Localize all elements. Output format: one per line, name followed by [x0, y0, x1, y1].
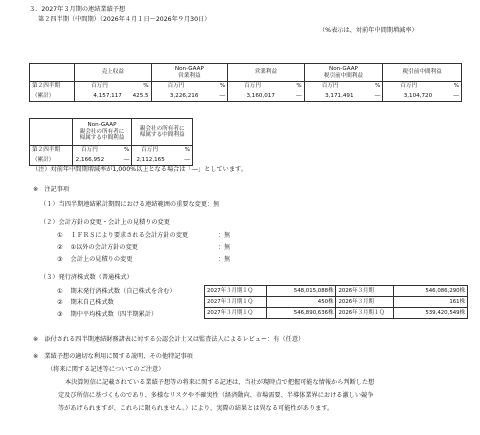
share-period-2: 2026年３月期１Ｑ [336, 308, 394, 319]
note-2-item-2-value: ：無 [218, 244, 231, 251]
table2-unit: 百万円 [72, 146, 106, 156]
percent-note: （%表示は、対前年中間期増減率） [319, 27, 418, 34]
table2-pct: ― [167, 156, 193, 166]
share-value-2: 546,086,290株 [394, 286, 468, 297]
forecast-table-2 [29, 118, 193, 166]
table1-value: 3,226,216 [151, 92, 200, 102]
share-period-2: 2026年３月期 [336, 286, 394, 297]
share-row-3-label [57, 311, 157, 319]
share-period-1: 2027年３月期１Ｑ [205, 308, 267, 319]
table1-value: 4,157,117 [75, 92, 124, 102]
table1-header-nongaap-op [151, 64, 228, 82]
share-period-1: 2027年３月期１Ｑ [205, 297, 267, 308]
table1-unit: 百万円 [75, 82, 124, 92]
table2-header-nongaap-net [72, 119, 132, 146]
table1-pct: 425.5 [124, 92, 151, 102]
table1-header-nongaap-pretax [304, 64, 383, 82]
note-2-item-1 [57, 232, 188, 240]
share-row-1-label [57, 288, 176, 296]
note-3-title: （３）発行済株式数（普通株式） [40, 274, 133, 281]
forecast-table-1 [29, 63, 462, 102]
note-2-title: （２）会計方針の変更・会計上の見積りの変更 [40, 219, 170, 226]
section-title: ３．2027年３月期の連結業績予想 [29, 6, 126, 13]
share-period-2: 2026年３月期 [336, 297, 394, 308]
shares-table [204, 285, 468, 319]
share-value-1: 450株 [266, 297, 336, 308]
table1-pct: ― [356, 92, 383, 102]
note-2-item-num: ③ [57, 256, 63, 263]
table1-header-revenue: 売上収益 [75, 64, 152, 82]
table1-pct: ― [277, 92, 304, 102]
table2-header-net [132, 119, 193, 146]
note-2-item-3 [57, 256, 132, 264]
table1-value: 3,160,017 [228, 92, 277, 102]
table1-unit: 百万円 [151, 82, 200, 92]
table1-value: 3,171,491 [304, 92, 355, 102]
table1-unit-pct: % [277, 82, 304, 92]
table1-pct: ― [434, 92, 461, 102]
share-row-label: 期中平均株式数（四半期累計） [70, 311, 158, 318]
note-2-item-num: ① [57, 232, 63, 239]
table2-corner [30, 119, 73, 146]
table1-header-op: 営業利益 [228, 64, 305, 82]
table1-value: 3,104,720 [383, 92, 434, 102]
share-value-2: 161株 [394, 297, 468, 308]
table2-value: 2,166,952 [72, 156, 106, 166]
table1-unit: 百万円 [304, 82, 355, 92]
note-2-item-3-value: ：無 [218, 256, 231, 263]
share-value-1: 546,890,636株 [266, 308, 336, 319]
table2-header-nongaap-net-text: Non-GAAP 親会社の所有者に 帰属する中間利益 [79, 122, 125, 142]
note-2-item-text: ①以外の会計方針の変更 [70, 244, 138, 251]
share-value-1: 548,015,088株 [266, 286, 336, 297]
table1-header-pretax: 税引前中間利益 [383, 64, 462, 82]
table1-header-nongaap-pretax-text: Non-GAAP 税引前中間利益 [323, 66, 364, 79]
forecast-heading: ※ 業績予想の適切な利用に関する説明、その他特記事項 [33, 353, 193, 360]
table2-header-net-text: 親会社の所有者に 帰属する中間利益 [139, 125, 185, 138]
table1-unit-pct: % [434, 82, 461, 92]
table1-unit-pct: % [200, 82, 227, 92]
review-note: ※ 添付される四半期連結財務諸表に対する公認会計士又は監査法人によるレビュー：有（任意） [33, 336, 305, 343]
note-2-item-2 [57, 244, 138, 252]
share-period-1: 2027年３月期１Ｑ [205, 286, 267, 297]
table2-unit: 百万円 [132, 146, 167, 156]
table1-row-label-2: （累計） [30, 92, 75, 102]
table1-header-nongaap-op-text: Non-GAAP 営業利益 [174, 66, 204, 79]
share-row-label: 期末自己株式数 [70, 299, 114, 306]
notes-heading: ※ 注記事項 [33, 186, 70, 193]
forecast-line-1: 本決算短信に記載されている業績予想等の将来に関する記述は、当社が現時点で把握可能な情報から判断した想 [65, 379, 375, 386]
table1-row-label-1: 第２四半期 [30, 82, 75, 92]
share-row-label: 期末発行済株式数（自己株式を含む） [70, 288, 176, 295]
table2-pct: ― [106, 156, 132, 166]
table2-row-label-2: （累計） [30, 156, 73, 166]
note-2-item-1-value: ：無 [218, 232, 231, 239]
share-value-2: 539,420,549株 [394, 308, 468, 319]
share-row-2-label [57, 299, 114, 307]
share-row-num: ② [57, 299, 63, 306]
note-1: （１）当四半期連結累計期間における連結範囲の重要な変更：無 [40, 201, 220, 208]
table2-row-label-1: 第２四半期 [30, 146, 73, 156]
table1-unit-pct: % [124, 82, 151, 92]
forecast-line-3: 等があげられますが、これらに限られません。）により、実際の結果とは異なる可能性があります。 [58, 405, 334, 412]
share-row-num: ③ [57, 311, 63, 318]
forecast-line-2: 定及び所信に基づくものであり、多様なリスクや不確実性（経済動向、市場需要、半導体業界における激しい競争 [58, 392, 374, 399]
table2-value: 2,112,165 [132, 156, 167, 166]
share-row-num: ① [57, 288, 63, 295]
table1-unit: 百万円 [228, 82, 277, 92]
table2-unit-pct: % [106, 146, 132, 156]
table1-pct: ― [200, 92, 227, 102]
note-2-item-text: 会計上の見積りの変更 [70, 256, 133, 263]
note-2-item-num: ② [57, 244, 63, 251]
forecast-subheading: （将来に関する記述等についてのご注意） [47, 366, 165, 373]
note-2-item-text: ＩＦＲＳにより要求される会計方針の変更 [70, 232, 189, 239]
section-subtitle: 第２四半期（中間期）（2026年４月１日～2026年９月30日） [38, 16, 211, 23]
table2-unit-pct: % [167, 146, 193, 156]
table1-corner [30, 64, 75, 82]
table1-unit: 百万円 [383, 82, 434, 92]
table1-unit-pct: % [356, 82, 383, 92]
table-footnote: （注）対前年中間期増減率が1,000%以上となる場合は「―」としています。 [32, 166, 247, 173]
